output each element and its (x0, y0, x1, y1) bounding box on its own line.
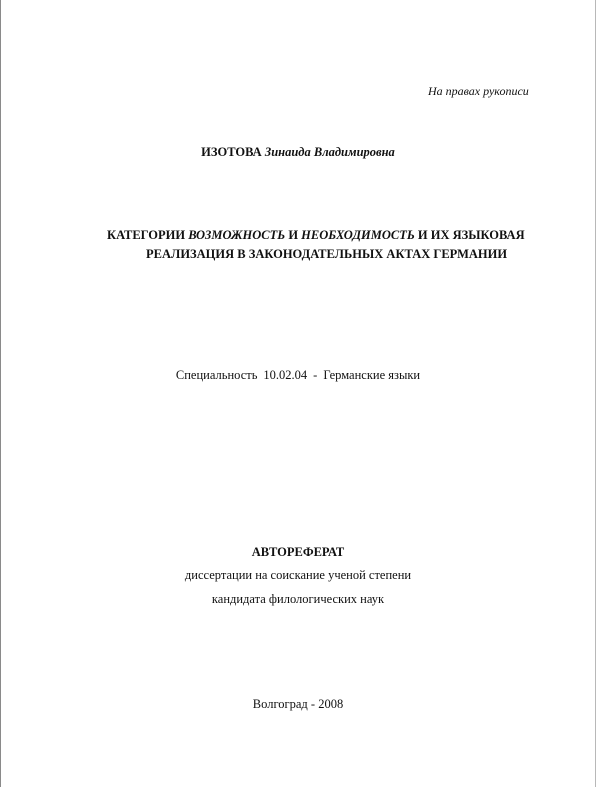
rights-note: На правах рукописи (428, 84, 529, 98)
title-emphasis: НЕОБХОДИМОСТЬ (301, 228, 415, 242)
specialty-label: Специальность (175, 368, 258, 382)
page-left-edge (0, 0, 1, 787)
specialty-name: Германские языки (323, 368, 421, 382)
title-text: И (285, 228, 302, 242)
specialty-line (0, 368, 596, 383)
title-text: КАТЕГОРИИ (107, 228, 189, 242)
city-year: Волгоград - 2008 (252, 697, 344, 711)
title-emphasis: ВОЗМОЖНОСТЬ (188, 228, 286, 242)
title-line-2: РЕАЛИЗАЦИЯ В ЗАКОНОДАТЕЛЬНЫХ АКТАХ ГЕРМАНИИ (146, 247, 508, 261)
specialty-code: 10.02.04 (263, 368, 308, 382)
abstract-purpose-line-2: кандидата филологических наук (211, 592, 385, 606)
author-given-names: Зинаида Владимировна (264, 145, 395, 159)
specialty-dash: - (313, 368, 318, 382)
abstract-purpose-line-1: диссертации на соискание ученой степени (184, 568, 412, 582)
author-name (0, 145, 596, 160)
abstract-heading: АВТОРЕФЕРАТ (251, 545, 345, 559)
title-line-1 (0, 228, 596, 243)
author-surname: ИЗОТОВА (201, 145, 262, 159)
title-text: И ИХ ЯЗЫКОВАЯ (414, 228, 525, 242)
